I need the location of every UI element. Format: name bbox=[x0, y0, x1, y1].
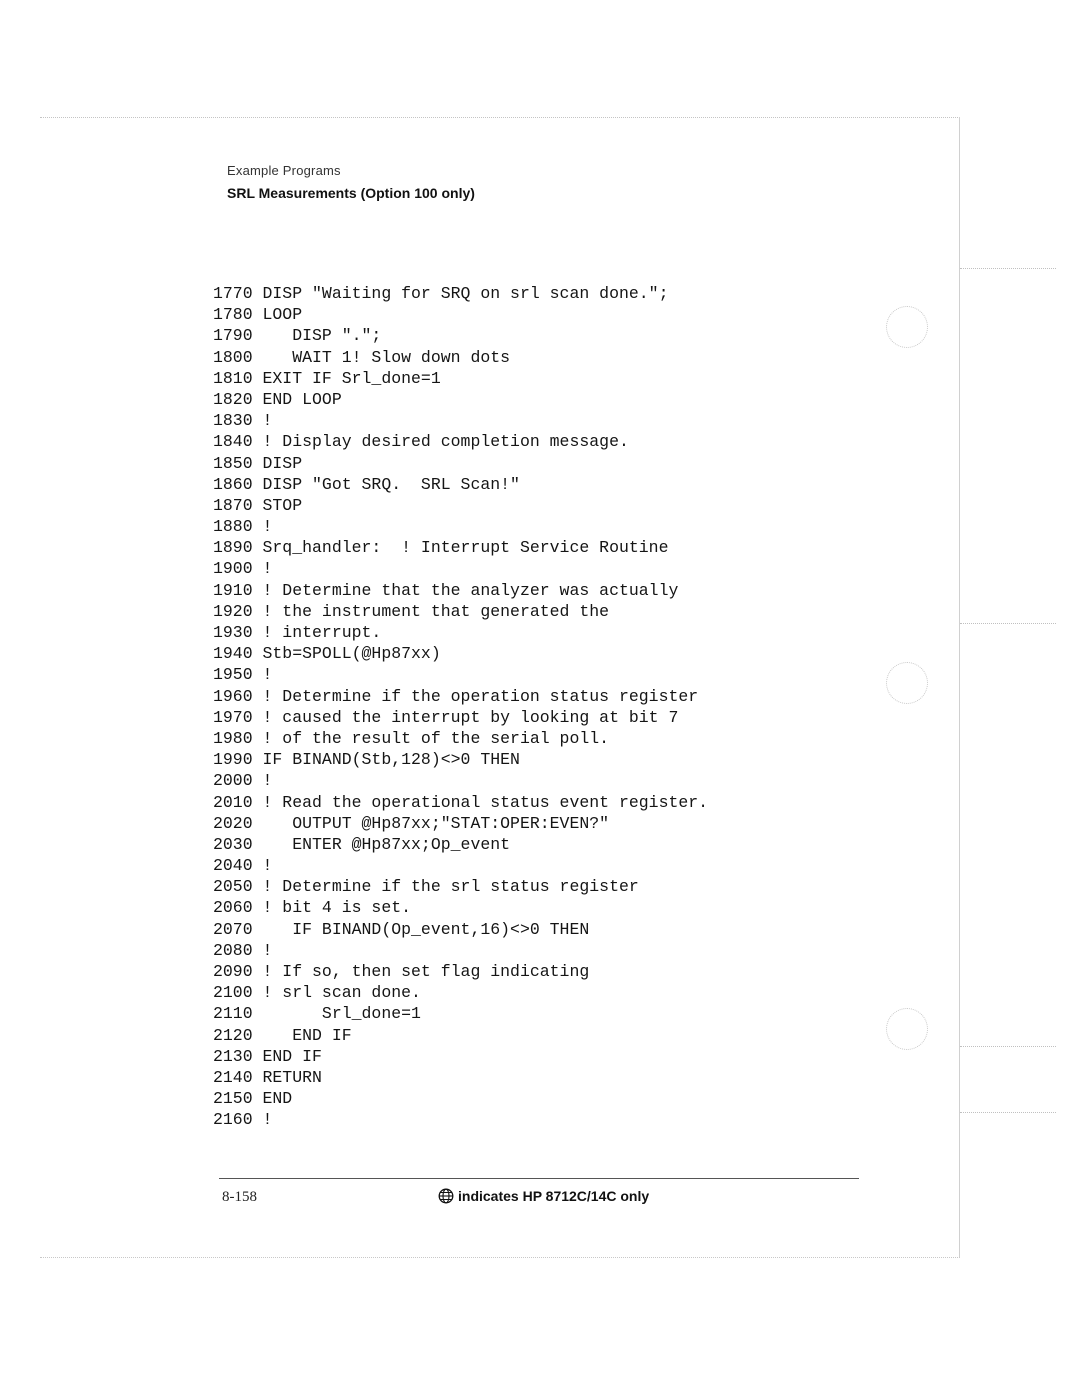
punch-hole bbox=[886, 1008, 928, 1050]
code-line: 1910 ! Determine that the analyzer was actually bbox=[213, 580, 679, 600]
punch-hole bbox=[886, 662, 928, 704]
tab-mark bbox=[960, 268, 1056, 269]
footer-note bbox=[438, 1188, 649, 1204]
code-listing bbox=[213, 283, 708, 1131]
globe-icon bbox=[438, 1188, 454, 1204]
code-line: 1800 WAIT 1! Slow down dots bbox=[213, 347, 511, 367]
footer-note-text: indicates HP 8712C/14C only bbox=[458, 1188, 650, 1204]
punch-hole bbox=[886, 306, 928, 348]
code-line: 1970 ! caused the interrupt by looking at bit 7 bbox=[213, 707, 679, 727]
running-header-section: Example Programs bbox=[227, 163, 341, 178]
code-line: 2100 ! srl scan done. bbox=[213, 983, 421, 1003]
code-line: 2070 IF BINAND(Op_event,16)<>0 THEN bbox=[213, 919, 590, 939]
tab-mark bbox=[960, 1112, 1056, 1113]
footer-rule bbox=[219, 1178, 859, 1179]
code-line: 2060 ! bit 4 is set. bbox=[213, 898, 412, 918]
code-line: 1780 LOOP bbox=[213, 305, 303, 325]
code-line: 1840 ! Display desired completion message. bbox=[213, 432, 629, 452]
code-line: 2010 ! Read the operational status event register. bbox=[213, 792, 709, 812]
tab-mark bbox=[960, 623, 1056, 624]
code-line: 1990 IF BINAND(Stb,128)<>0 THEN bbox=[213, 750, 520, 770]
code-line: 1870 STOP bbox=[213, 495, 303, 515]
code-line: 2120 END IF bbox=[213, 1025, 352, 1045]
code-line: 1790 DISP "."; bbox=[213, 326, 382, 346]
scan-edge-top bbox=[40, 117, 960, 118]
code-line: 2150 END bbox=[213, 1089, 293, 1109]
scan-edge-right bbox=[959, 117, 960, 1257]
code-line: 2110 Srl_done=1 bbox=[213, 1004, 421, 1024]
code-line: 1770 DISP "Waiting for SRQ on srl scan done."; bbox=[213, 284, 669, 303]
code-line: 2160 ! bbox=[213, 1110, 273, 1130]
running-header-title: SRL Measurements (Option 100 only) bbox=[227, 185, 475, 201]
code-line: 2080 ! bbox=[213, 940, 273, 960]
tab-mark bbox=[960, 1046, 1056, 1047]
code-line: 1930 ! interrupt. bbox=[213, 623, 382, 642]
code-line: 2030 ENTER @Hp87xx;Op_event bbox=[213, 834, 511, 854]
code-line: 2050 ! Determine if the srl status register bbox=[213, 877, 639, 897]
code-line: 2020 OUTPUT @Hp87xx;"STAT:OPER:EVEN?" bbox=[213, 813, 610, 833]
code-line: 2000 ! bbox=[213, 771, 273, 791]
code-line: 1850 DISP bbox=[213, 453, 303, 473]
scan-edge-bottom bbox=[40, 1257, 960, 1258]
code-line: 1900 ! bbox=[213, 559, 273, 579]
code-line: 1920 ! the instrument that generated the bbox=[213, 601, 610, 621]
code-line: 1980 ! of the result of the serial poll. bbox=[213, 728, 610, 748]
code-line: 2140 RETURN bbox=[213, 1067, 322, 1087]
code-line: 1810 EXIT IF Srl_done=1 bbox=[213, 368, 441, 388]
code-line: 1960 ! Determine if the operation status register bbox=[213, 686, 699, 706]
code-line: 2040 ! bbox=[213, 856, 273, 876]
code-line: 1950 ! bbox=[213, 665, 273, 685]
page-number: 8-158 bbox=[222, 1189, 257, 1205]
code-line: 1830 ! bbox=[213, 411, 273, 431]
code-line: 2090 ! If so, then set flag indicating bbox=[213, 962, 590, 981]
code-line: 1860 DISP "Got SRQ. SRL Scan!" bbox=[213, 474, 520, 494]
code-line: 1890 Srq_handler: ! Interrupt Service Routine bbox=[213, 538, 669, 558]
code-line: 1880 ! bbox=[213, 517, 273, 537]
code-line: 2130 END IF bbox=[213, 1046, 322, 1066]
code-line: 1820 END LOOP bbox=[213, 389, 342, 409]
code-line: 1940 Stb=SPOLL(@Hp87xx) bbox=[213, 644, 441, 664]
